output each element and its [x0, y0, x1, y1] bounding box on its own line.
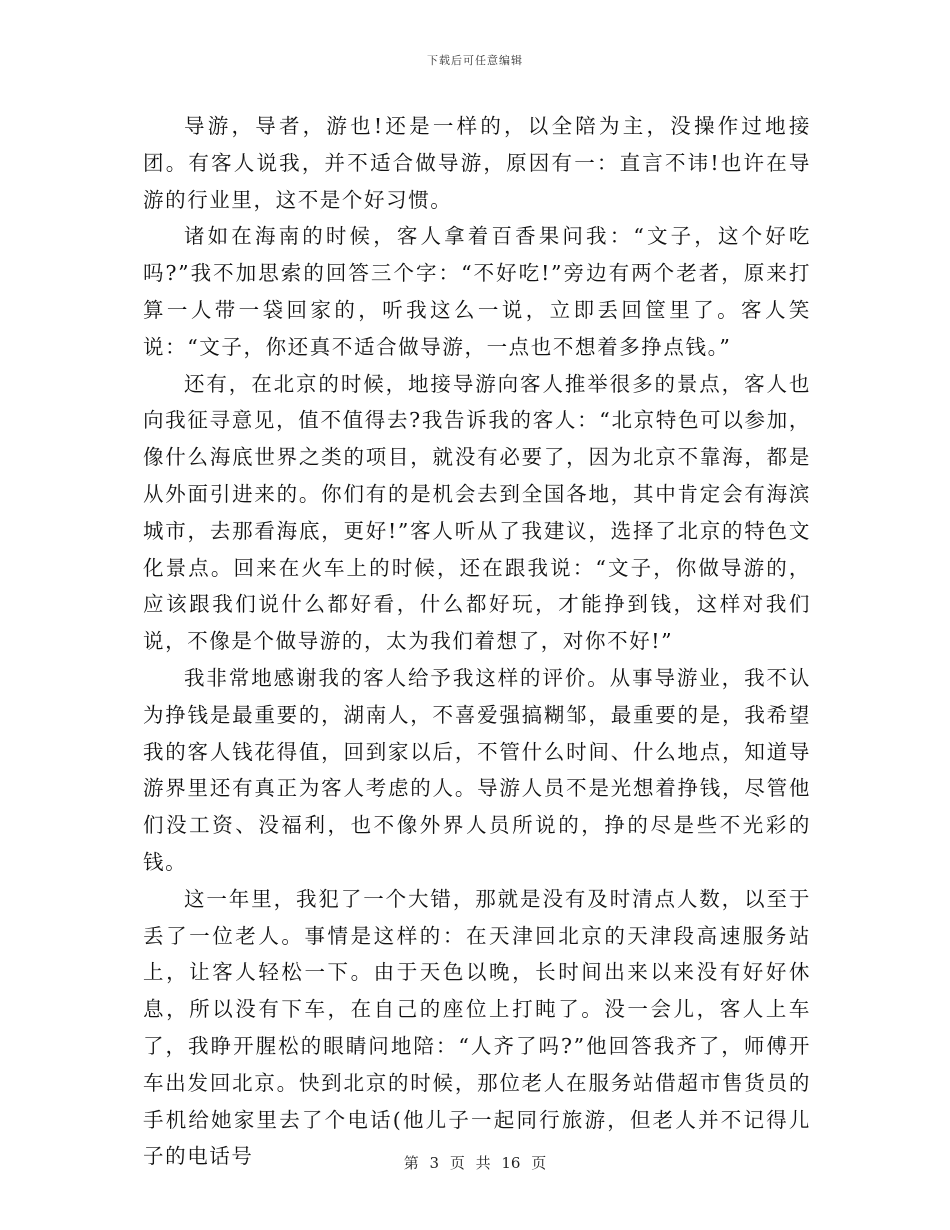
page-header: 下载后可任意编辑 [427, 54, 523, 67]
paragraph-1: 导游，导者，游也!还是一样的，以全陪为主，没操作过地接团。有客人说我，并不适合做导游，原因有一：直言不讳!也许在导游的行业里，这不是个好习惯。 [143, 114, 811, 212]
paragraph-2: 诸如在海南的时候，客人拿着百香果问我：“文子，这个好吃吗?”我不加思索的回答三个字：“不好吃!”旁边有两个老者，原来打算一人带一袋回家的，听我这么一说，立即丢回筐里了。客人笑说：“文子，你还真不适合做导游，一点也不想着多挣点钱。” [143, 224, 811, 359]
paragraph-3: 还有，在北京的时候，地接导游向客人推举很多的景点，客人也向我征寻意见，值不值得去?我告诉我的客人：“北京特色可以参加，像什么海底世界之类的项目，就没有必要了，因为北京不靠海，都是从外面引进来的。你们有的是机会去到全国各地，其中肯定会有海滨城市，去那看海底，更好!”客人听从了我建议，选择了北京的特色文化景点。回来在火车上的时候，还在跟我说：“文子，你做导游的，应该跟我们说什么都好看，什么都好玩，才能挣到钱，这样对我们说，不像是个做导游的，太为我们着想了，对你不好!” [143, 371, 811, 654]
page-number-footer: 第 3 页 共 16 页 [403, 1154, 547, 1172]
paragraph-5: 这一年里，我犯了一个大错，那就是没有及时清点人数，以至于丢了一位老人。事情是这样的：在天津回北京的天津段高速服务站上，让客人轻松一下。由于天色以晚，长时间出来以来没有好好休息，所以没有下车，在自己的座位上打盹了。没一会儿，客人上车了，我睁开腥松的眼睛问地陪：“人齐了吗?”他回答我齐了，师傅开车出发回北京。快到北京的时候，那位老人在服务站借超市售货员的手机给她家里去了个电话(他儿子一起同行旅游，但老人并不记得儿子的电话号 [143, 886, 811, 1169]
document-body [143, 108, 811, 1175]
paragraph-4: 我非常地感谢我的客人给予我这样的评价。从事导游业，我不认为挣钱是最重要的，湖南人，不喜爱强搞糊邹，最重要的是，我希望我的客人钱花得值，回到家以后，不管什么时间、什么地点，知道导游界里还有真正为客人考虑的人。导游人员不是光想着挣钱，尽管他们没工资、没福利，也不像外界人员所说的，挣的尽是些不光彩的钱。 [143, 665, 811, 874]
